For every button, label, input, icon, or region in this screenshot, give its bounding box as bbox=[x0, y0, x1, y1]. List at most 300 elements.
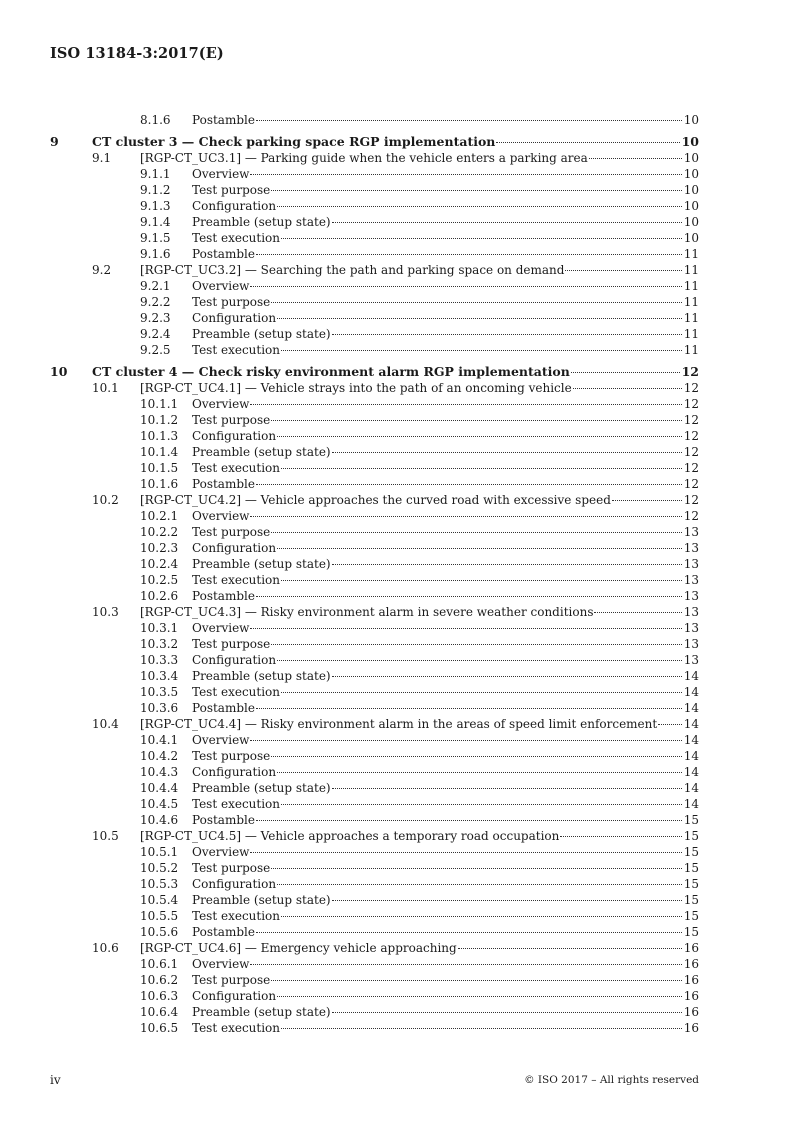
toc-entry-number: 9.2.2 bbox=[140, 295, 171, 309]
toc-entry-page[interactable]: 13 bbox=[683, 653, 699, 667]
toc-entry-page[interactable]: 12 bbox=[681, 364, 699, 379]
toc-entry-title[interactable]: Postamble bbox=[192, 589, 255, 603]
toc-entry-line bbox=[192, 524, 699, 540]
toc-entry-title[interactable]: Overview bbox=[192, 845, 250, 859]
toc-entry[interactable] bbox=[50, 828, 699, 844]
toc-entry-page[interactable]: 12 bbox=[683, 381, 699, 395]
toc-entry-page[interactable]: 14 bbox=[683, 781, 699, 795]
toc-entry-page[interactable]: 15 bbox=[683, 909, 699, 923]
toc-entry-line bbox=[140, 716, 699, 732]
dot-leader bbox=[565, 269, 681, 271]
toc-entry-title[interactable]: Configuration bbox=[192, 765, 277, 779]
toc-entry-page[interactable]: 15 bbox=[683, 877, 699, 891]
toc-entry-title[interactable]: Preamble (setup state) bbox=[192, 445, 331, 459]
dot-leader bbox=[250, 515, 681, 517]
toc-entry[interactable] bbox=[50, 326, 699, 342]
dot-leader bbox=[271, 419, 681, 421]
toc-entry-page[interactable]: 13 bbox=[683, 525, 699, 539]
toc-entry-line bbox=[140, 940, 699, 956]
dot-leader bbox=[277, 771, 682, 773]
toc-entry-number: 10.3.4 bbox=[140, 669, 179, 683]
toc-entry-title[interactable]: Overview bbox=[192, 621, 250, 635]
toc-entry-page[interactable]: 15 bbox=[683, 893, 699, 907]
toc-entry[interactable] bbox=[50, 444, 699, 460]
toc-entry-line bbox=[192, 956, 699, 972]
toc-entry-page[interactable]: 14 bbox=[683, 733, 699, 747]
toc-entry-number: 9 bbox=[50, 134, 59, 149]
toc-entry[interactable] bbox=[50, 214, 699, 230]
dot-leader bbox=[277, 547, 682, 549]
copyright-notice: © ISO 2017 – All rights reserved bbox=[524, 1074, 699, 1086]
toc-entry-page[interactable]: 15 bbox=[683, 845, 699, 859]
toc-entry-page[interactable]: 14 bbox=[683, 717, 699, 731]
toc-entry-title[interactable]: Test execution bbox=[192, 685, 281, 699]
toc-entry[interactable] bbox=[50, 556, 699, 572]
dot-leader bbox=[277, 659, 682, 661]
toc-entry-title[interactable]: [RGP-CT_UC4.4] — Risky environment alarm in the areas of speed limit enforcement bbox=[140, 717, 658, 731]
toc-entry-number: 10.3.5 bbox=[140, 685, 179, 699]
toc-entry-title[interactable]: Overview bbox=[192, 733, 250, 747]
toc-entry-number: 9.1.3 bbox=[140, 199, 171, 213]
toc-entry-line bbox=[192, 652, 699, 668]
toc-entry[interactable] bbox=[50, 294, 699, 310]
toc-entry[interactable] bbox=[50, 588, 699, 604]
dot-leader bbox=[281, 915, 682, 917]
toc-entry-page[interactable]: 13 bbox=[683, 573, 699, 587]
toc-entry-title[interactable]: Test purpose bbox=[192, 525, 271, 539]
toc-entry-title[interactable]: Preamble (setup state) bbox=[192, 781, 331, 795]
toc-entry-page[interactable]: 11 bbox=[683, 327, 699, 341]
toc-entry-line bbox=[192, 684, 699, 700]
toc-entry-number: 10.4.6 bbox=[140, 813, 179, 827]
toc-entry-number: 9.2.3 bbox=[140, 311, 171, 325]
toc-entry[interactable] bbox=[50, 476, 699, 492]
toc-entry-page[interactable]: 15 bbox=[683, 813, 699, 827]
toc-entry-page[interactable]: 16 bbox=[683, 1021, 699, 1035]
toc-entry[interactable] bbox=[50, 892, 699, 908]
toc-entry[interactable] bbox=[50, 230, 699, 246]
toc-entry-line bbox=[192, 588, 699, 604]
toc-entry-title[interactable]: Overview bbox=[192, 957, 250, 971]
toc-entry-line bbox=[192, 748, 699, 764]
toc-entry-number: 10.4.4 bbox=[140, 781, 179, 795]
toc-entry[interactable] bbox=[50, 924, 699, 940]
toc-entry[interactable] bbox=[50, 732, 699, 748]
toc-entry-page[interactable]: 12 bbox=[683, 509, 699, 523]
toc-entry[interactable] bbox=[50, 860, 699, 876]
toc-entry-line bbox=[192, 112, 699, 128]
toc-entry[interactable] bbox=[50, 182, 699, 198]
toc-entry[interactable] bbox=[50, 310, 699, 326]
toc-entry-line bbox=[192, 636, 699, 652]
toc-entry-number: 10.1.2 bbox=[140, 413, 179, 427]
toc-entry[interactable] bbox=[50, 812, 699, 828]
table-of-contents bbox=[50, 112, 699, 1036]
toc-entry-line bbox=[192, 572, 699, 588]
dot-leader bbox=[271, 979, 681, 981]
toc-entry-line bbox=[192, 1004, 699, 1020]
toc-entry-title[interactable]: Postamble bbox=[192, 477, 255, 491]
toc-entry-line bbox=[140, 262, 699, 278]
toc-entry-number: 10.2.6 bbox=[140, 589, 179, 603]
dot-leader bbox=[658, 723, 682, 725]
toc-entry-line bbox=[192, 700, 699, 716]
dot-leader bbox=[250, 851, 681, 853]
dot-leader bbox=[332, 899, 682, 901]
toc-entry-line bbox=[192, 556, 699, 572]
toc-entry-page[interactable]: 13 bbox=[683, 637, 699, 651]
toc-entry-number: 10.5.1 bbox=[140, 845, 179, 859]
dot-leader bbox=[573, 387, 682, 389]
toc-entry-title[interactable]: Configuration bbox=[192, 429, 277, 443]
toc-entry[interactable] bbox=[50, 668, 699, 684]
toc-entry[interactable] bbox=[50, 492, 699, 508]
toc-entry-line bbox=[192, 1020, 699, 1036]
toc-entry-title[interactable]: Overview bbox=[192, 279, 250, 293]
toc-entry-number: 9.1.6 bbox=[140, 247, 171, 261]
toc-entry[interactable] bbox=[50, 972, 699, 988]
toc-entry-number: 10.3.6 bbox=[140, 701, 179, 715]
toc-entry-page[interactable]: 11 bbox=[683, 343, 699, 357]
toc-entry-page[interactable]: 10 bbox=[681, 134, 699, 149]
toc-entry-page[interactable]: 10 bbox=[683, 215, 699, 229]
toc-entry-title[interactable]: Preamble (setup state) bbox=[192, 669, 331, 683]
toc-entry-title[interactable]: Overview bbox=[192, 167, 250, 181]
toc-entry-page[interactable]: 12 bbox=[683, 429, 699, 443]
toc-entry-title[interactable]: Configuration bbox=[192, 541, 277, 555]
toc-entry-number: 10.5.6 bbox=[140, 925, 179, 939]
toc-entry-number: 10.4.5 bbox=[140, 797, 179, 811]
toc-entry-line bbox=[192, 460, 699, 476]
toc-entry[interactable] bbox=[50, 764, 699, 780]
toc-entry-title[interactable]: Test execution bbox=[192, 231, 281, 245]
toc-entry-page[interactable]: 14 bbox=[683, 701, 699, 715]
toc-entry-page[interactable]: 10 bbox=[683, 151, 699, 165]
toc-entry[interactable] bbox=[50, 460, 699, 476]
toc-entry[interactable] bbox=[50, 716, 699, 732]
dot-leader bbox=[256, 707, 682, 709]
toc-entry-title[interactable]: Overview bbox=[192, 509, 250, 523]
toc-entry[interactable] bbox=[50, 428, 699, 444]
toc-entry-title[interactable]: Test purpose bbox=[192, 637, 271, 651]
dot-leader bbox=[256, 483, 682, 485]
toc-entry-page[interactable]: 10 bbox=[683, 231, 699, 245]
toc-entry-line bbox=[192, 844, 699, 860]
toc-entry-title[interactable]: Configuration bbox=[192, 989, 277, 1003]
dot-leader bbox=[332, 451, 682, 453]
toc-entry-page[interactable]: 16 bbox=[683, 957, 699, 971]
toc-entry-title[interactable]: [RGP-CT_UC4.3] — Risky environment alarm in severe weather conditions bbox=[140, 605, 594, 619]
toc-entry[interactable] bbox=[50, 112, 699, 128]
toc-entry-page[interactable]: 11 bbox=[683, 279, 699, 293]
toc-entry-number: 9.2 bbox=[92, 263, 112, 277]
dot-leader bbox=[496, 141, 679, 143]
toc-entry-line bbox=[192, 412, 699, 428]
toc-entry-title[interactable]: Preamble (setup state) bbox=[192, 557, 331, 571]
toc-entry-line bbox=[192, 166, 699, 182]
toc-entry-title[interactable]: CT cluster 4 — Check risky environment alarm RGP implementation bbox=[92, 364, 570, 379]
toc-entry-title[interactable]: Test execution bbox=[192, 461, 281, 475]
toc-entry-page[interactable]: 12 bbox=[683, 413, 699, 427]
dot-leader bbox=[256, 819, 682, 821]
toc-entry-title[interactable]: Configuration bbox=[192, 199, 277, 213]
dot-leader bbox=[281, 349, 682, 351]
toc-entry-title[interactable]: [RGP-CT_UC4.1] — Vehicle strays into the path of an oncoming vehicle bbox=[140, 381, 572, 395]
toc-entry-title[interactable]: Test purpose bbox=[192, 861, 271, 875]
toc-entry[interactable] bbox=[50, 1004, 699, 1020]
dot-leader bbox=[612, 499, 682, 501]
toc-entry-page[interactable]: 16 bbox=[683, 941, 699, 955]
toc-entry-line bbox=[192, 988, 699, 1004]
toc-entry[interactable] bbox=[50, 396, 699, 412]
toc-entry[interactable] bbox=[50, 150, 699, 166]
toc-entry-line bbox=[92, 134, 699, 150]
dot-leader bbox=[281, 579, 682, 581]
toc-entry-page[interactable]: 13 bbox=[683, 541, 699, 555]
toc-entry-line bbox=[140, 150, 699, 166]
dot-leader bbox=[256, 595, 682, 597]
toc-entry-page[interactable]: 14 bbox=[683, 765, 699, 779]
dot-leader bbox=[589, 157, 682, 159]
toc-entry-number: 10.3.3 bbox=[140, 653, 179, 667]
dot-leader bbox=[250, 173, 681, 175]
toc-entry-number: 9.1 bbox=[92, 151, 112, 165]
toc-entry-number: 9.1.4 bbox=[140, 215, 171, 229]
toc-entry-page[interactable]: 12 bbox=[683, 493, 699, 507]
toc-entry[interactable] bbox=[50, 508, 699, 524]
toc-entry-number: 10.4.2 bbox=[140, 749, 179, 763]
dot-leader bbox=[332, 221, 682, 223]
toc-entry[interactable] bbox=[50, 636, 699, 652]
toc-entry-number: 10.2.1 bbox=[140, 509, 179, 523]
dot-leader bbox=[256, 931, 682, 933]
toc-entry-page[interactable]: 16 bbox=[683, 973, 699, 987]
toc-entry-title[interactable]: Postamble bbox=[192, 813, 255, 827]
toc-entry[interactable] bbox=[50, 940, 699, 956]
toc-entry-title[interactable]: Test execution bbox=[192, 909, 281, 923]
toc-entry-title[interactable]: Postamble bbox=[192, 701, 255, 715]
toc-entry[interactable] bbox=[50, 380, 699, 396]
toc-entry[interactable] bbox=[50, 166, 699, 182]
document-id-header: ISO 13184-3:2017(E) bbox=[50, 45, 224, 62]
toc-entry-page[interactable]: 10 bbox=[683, 183, 699, 197]
toc-entry-title[interactable]: Test purpose bbox=[192, 973, 271, 987]
dot-leader bbox=[256, 253, 682, 255]
toc-entry[interactable] bbox=[50, 652, 699, 668]
toc-entry-line bbox=[192, 476, 699, 492]
toc-entry-line bbox=[192, 428, 699, 444]
toc-entry[interactable] bbox=[50, 604, 699, 620]
dot-leader bbox=[332, 675, 682, 677]
toc-entry-page[interactable]: 12 bbox=[683, 477, 699, 491]
toc-entry[interactable] bbox=[50, 684, 699, 700]
toc-entry-number: 10.5.4 bbox=[140, 893, 179, 907]
toc-entry-page[interactable]: 16 bbox=[683, 1005, 699, 1019]
toc-entry-number: 10.5.3 bbox=[140, 877, 179, 891]
toc-entry-line bbox=[192, 508, 699, 524]
toc-entry-line bbox=[192, 182, 699, 198]
toc-entry-title[interactable]: Test execution bbox=[192, 573, 281, 587]
toc-entry-title[interactable]: [RGP-CT_UC4.2] — Vehicle approaches the curved road with excessive speed bbox=[140, 493, 611, 507]
toc-entry-title[interactable]: Postamble bbox=[192, 113, 255, 127]
toc-entry[interactable] bbox=[50, 572, 699, 588]
toc-entry-line bbox=[192, 310, 699, 326]
toc-entry-page[interactable]: 12 bbox=[683, 461, 699, 475]
toc-entry-number: 10.1.5 bbox=[140, 461, 179, 475]
toc-entry-page[interactable]: 12 bbox=[683, 397, 699, 411]
toc-entry[interactable] bbox=[50, 198, 699, 214]
toc-entry[interactable] bbox=[50, 412, 699, 428]
toc-entry-page[interactable]: 16 bbox=[683, 989, 699, 1003]
toc-entry-number: 10.6.5 bbox=[140, 1021, 179, 1035]
toc-entry-line bbox=[192, 342, 699, 358]
toc-entry-title[interactable]: Preamble (setup state) bbox=[192, 215, 331, 229]
toc-entry-page[interactable]: 14 bbox=[683, 669, 699, 683]
toc-entry-title[interactable]: Test execution bbox=[192, 343, 281, 357]
toc-entry-line bbox=[140, 604, 699, 620]
toc-entry-title[interactable]: Test purpose bbox=[192, 749, 271, 763]
dot-leader bbox=[332, 787, 682, 789]
toc-entry-page[interactable]: 13 bbox=[683, 589, 699, 603]
dot-leader bbox=[271, 189, 681, 191]
toc-entry[interactable] bbox=[50, 620, 699, 636]
toc-entry[interactable] bbox=[50, 134, 699, 150]
toc-entry-page[interactable]: 11 bbox=[683, 311, 699, 325]
toc-entry-line bbox=[192, 908, 699, 924]
toc-entry-number: 10.2.4 bbox=[140, 557, 179, 571]
toc-entry-title[interactable]: Configuration bbox=[192, 653, 277, 667]
toc-entry-title[interactable]: Configuration bbox=[192, 311, 277, 325]
dot-leader bbox=[271, 867, 681, 869]
toc-entry-line bbox=[192, 246, 699, 262]
toc-entry[interactable] bbox=[50, 876, 699, 892]
toc-entry-page[interactable]: 15 bbox=[683, 861, 699, 875]
toc-entry-number: 9.2.1 bbox=[140, 279, 171, 293]
toc-entry[interactable] bbox=[50, 540, 699, 556]
toc-entry-line bbox=[192, 396, 699, 412]
toc-entry-line bbox=[192, 540, 699, 556]
dot-leader bbox=[458, 947, 682, 949]
toc-entry[interactable] bbox=[50, 988, 699, 1004]
toc-entry-number: 10.1.4 bbox=[140, 445, 179, 459]
toc-entry-title[interactable]: Preamble (setup state) bbox=[192, 893, 331, 907]
toc-entry[interactable] bbox=[50, 780, 699, 796]
toc-entry[interactable] bbox=[50, 364, 699, 380]
toc-entry-line bbox=[192, 972, 699, 988]
toc-entry-number: 9.2.4 bbox=[140, 327, 171, 341]
dot-leader bbox=[271, 301, 681, 303]
toc-entry-title[interactable]: [RGP-CT_UC3.1] — Parking guide when the vehicle enters a parking area bbox=[140, 151, 588, 165]
toc-entry-title[interactable]: Test purpose bbox=[192, 295, 271, 309]
dot-leader bbox=[250, 963, 681, 965]
toc-entry[interactable] bbox=[50, 796, 699, 812]
toc-entry[interactable] bbox=[50, 908, 699, 924]
toc-entry[interactable] bbox=[50, 524, 699, 540]
toc-entry-title[interactable]: Test execution bbox=[192, 797, 281, 811]
toc-entry-page[interactable]: 12 bbox=[683, 445, 699, 459]
toc-entry-number: 10.4.3 bbox=[140, 765, 179, 779]
dot-leader bbox=[281, 803, 682, 805]
toc-entry-page[interactable]: 13 bbox=[683, 621, 699, 635]
toc-entry[interactable] bbox=[50, 1020, 699, 1036]
toc-entry-line bbox=[192, 230, 699, 246]
dot-leader bbox=[277, 995, 682, 997]
toc-entry-line bbox=[192, 198, 699, 214]
toc-entry-number: 9.1.5 bbox=[140, 231, 171, 245]
toc-entry[interactable] bbox=[50, 342, 699, 358]
dot-leader bbox=[560, 835, 681, 837]
toc-entry-number: 10.5 bbox=[92, 829, 119, 843]
toc-entry-title[interactable]: [RGP-CT_UC4.5] — Vehicle approaches a temporary road occupation bbox=[140, 829, 560, 843]
dot-leader bbox=[271, 531, 681, 533]
dot-leader bbox=[256, 119, 682, 121]
toc-entry-page[interactable]: 11 bbox=[683, 295, 699, 309]
toc-entry-number: 9.1.2 bbox=[140, 183, 171, 197]
toc-entry-line bbox=[140, 492, 699, 508]
toc-entry-page[interactable]: 11 bbox=[683, 247, 699, 261]
toc-entry-title[interactable]: Preamble (setup state) bbox=[192, 1005, 331, 1019]
dot-leader bbox=[250, 403, 681, 405]
dot-leader bbox=[277, 205, 682, 207]
toc-entry[interactable] bbox=[50, 278, 699, 294]
toc-entry-page[interactable]: 14 bbox=[683, 685, 699, 699]
toc-entry-page[interactable]: 10 bbox=[683, 113, 699, 127]
toc-entry-title[interactable]: [RGP-CT_UC3.2] — Searching the path and parking space on demand bbox=[140, 263, 565, 277]
toc-entry[interactable] bbox=[50, 956, 699, 972]
toc-entry-title[interactable]: Postamble bbox=[192, 925, 255, 939]
toc-entry-page[interactable]: 11 bbox=[683, 263, 699, 277]
toc-entry-number: 10.6 bbox=[92, 941, 119, 955]
toc-entry-number: 8.1.6 bbox=[140, 113, 171, 127]
toc-entry-page[interactable]: 10 bbox=[683, 167, 699, 181]
toc-entry[interactable] bbox=[50, 748, 699, 764]
toc-entry-title[interactable]: CT cluster 3 — Check parking space RGP implementation bbox=[92, 134, 496, 149]
toc-entry-page[interactable]: 14 bbox=[683, 749, 699, 763]
dot-leader bbox=[571, 371, 680, 373]
dot-leader bbox=[281, 691, 682, 693]
dot-leader bbox=[250, 739, 681, 741]
toc-entry-page[interactable]: 10 bbox=[683, 199, 699, 213]
toc-entry-page[interactable]: 15 bbox=[683, 829, 699, 843]
toc-entry-line bbox=[192, 780, 699, 796]
toc-entry-number: 10.2.3 bbox=[140, 541, 179, 555]
toc-entry-page[interactable]: 15 bbox=[683, 925, 699, 939]
toc-entry-title[interactable]: Test execution bbox=[192, 1021, 281, 1035]
toc-entry-title[interactable]: Preamble (setup state) bbox=[192, 327, 331, 341]
toc-entry-number: 10.2 bbox=[92, 493, 119, 507]
toc-entry[interactable] bbox=[50, 262, 699, 278]
toc-entry-title[interactable]: Overview bbox=[192, 397, 250, 411]
toc-entry[interactable] bbox=[50, 246, 699, 262]
toc-entry-page[interactable]: 13 bbox=[683, 605, 699, 619]
toc-entry-line bbox=[140, 380, 699, 396]
dot-leader bbox=[250, 627, 681, 629]
toc-entry-title[interactable]: [RGP-CT_UC4.6] — Emergency vehicle approaching bbox=[140, 941, 457, 955]
toc-entry-title[interactable]: Test purpose bbox=[192, 183, 271, 197]
toc-entry-number: 10.6.3 bbox=[140, 989, 179, 1003]
dot-leader bbox=[332, 1011, 682, 1013]
toc-entry-page[interactable]: 13 bbox=[683, 557, 699, 571]
toc-entry-title[interactable]: Postamble bbox=[192, 247, 255, 261]
toc-entry-line bbox=[192, 326, 699, 342]
toc-entry-number: 10.3 bbox=[92, 605, 119, 619]
toc-entry-page[interactable]: 14 bbox=[683, 797, 699, 811]
toc-entry[interactable] bbox=[50, 700, 699, 716]
toc-entry[interactable] bbox=[50, 844, 699, 860]
toc-entry-number: 10.3.1 bbox=[140, 621, 179, 635]
toc-entry-title[interactable]: Configuration bbox=[192, 877, 277, 891]
toc-entry-title[interactable]: Test purpose bbox=[192, 413, 271, 427]
